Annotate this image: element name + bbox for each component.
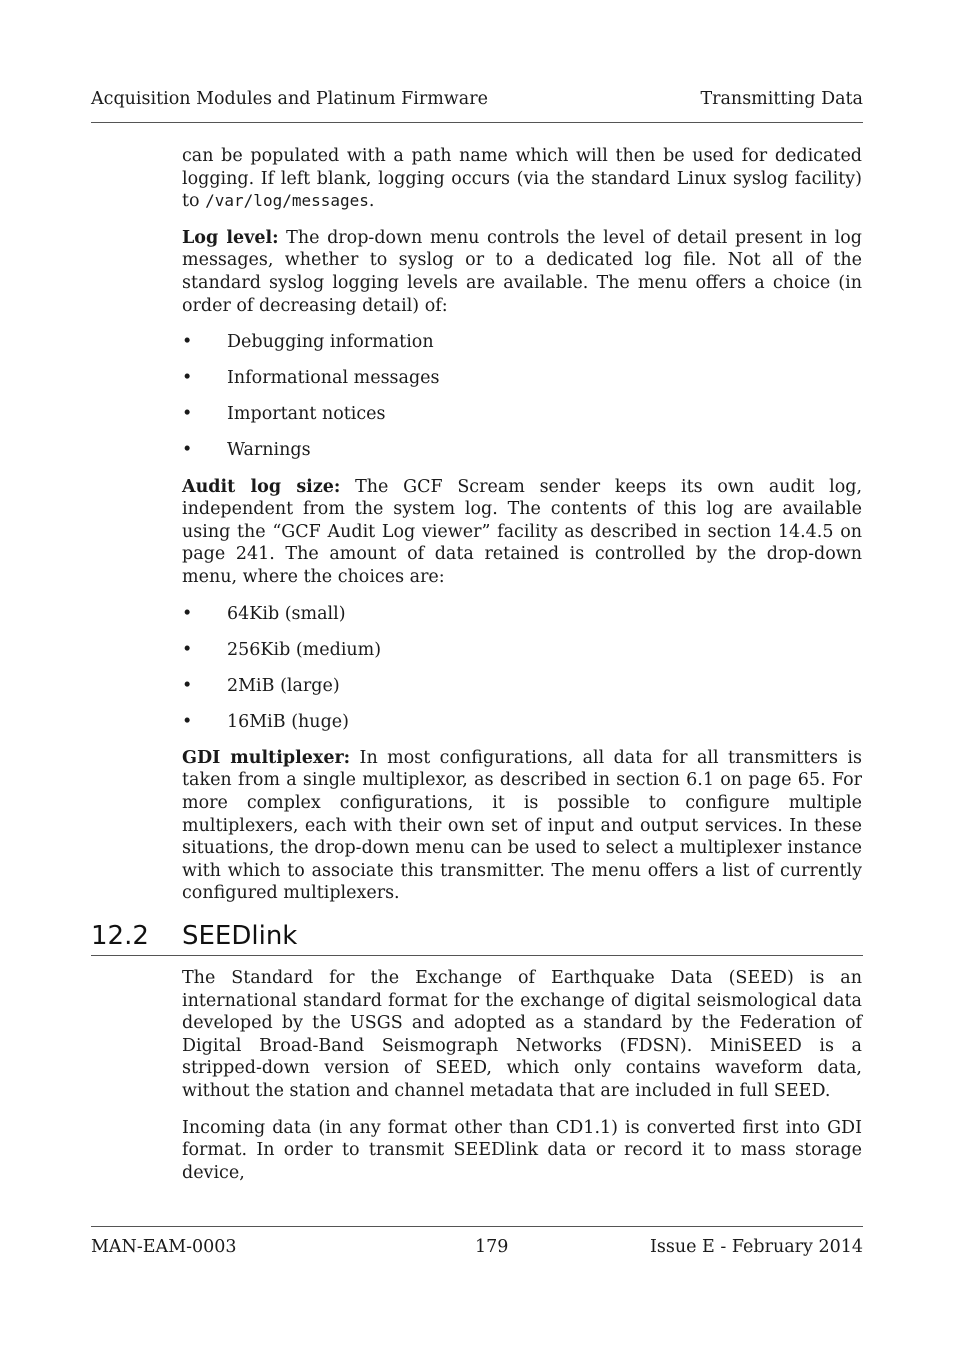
issue-date: Issue E - February 2014 [649, 1237, 863, 1257]
section-title [91, 920, 863, 952]
bullet-icon: • [182, 368, 193, 389]
page-header [91, 89, 863, 109]
section-heading [91, 920, 863, 956]
section-rule [91, 955, 863, 956]
doc-id: MAN-EAM-0003 [91, 1237, 237, 1257]
gdi-label: GDI multiplexer: [182, 747, 351, 768]
gdi-format-paragraph: Incoming data (in any format other than CD1.1) is converted first into GDI format. In order to transmit SEEDlink data or record it to mass storage device, [182, 1117, 862, 1183]
footer-rule [91, 1226, 863, 1227]
list-item: • Informational messages [182, 368, 440, 389]
audit-label: Audit log size: [182, 476, 341, 497]
audit-paragraph: Audit log size: The GCF Scream sender keeps its own audit log, independent from the system log. The contents of this log are available using the “GCF Audit Log viewer” facility as described in section 14.4.5 on page 241. The amount of data retained is controlled by the drop-down menu, where the choices are: [182, 476, 863, 587]
log-level-label: Log level: [182, 227, 279, 248]
header-section: Transmitting Data [700, 89, 863, 109]
header-title: Acquisition Modules and Platinum Firmware [91, 89, 488, 109]
bullet-icon: • [182, 603, 193, 624]
audit-size-list [182, 603, 862, 734]
bullet-icon: • [182, 675, 193, 696]
list-item: • 256Kib (medium) [182, 639, 382, 660]
log-level-list [182, 331, 862, 462]
list-item: • 16MiB (huge) [182, 711, 349, 732]
header-rule [91, 122, 863, 123]
gdi-paragraph: GDI multiplexer: In most configurations, all data for all transmitters is taken from a single multiplexor, as described in section 6.1 on page 65. For more complex configurations, it is possible to configure multiple multiplexers, each with their own set of input and output services. In these situations, the drop-down menu can be used to select a multiplexer instance with which to associate this transmitter. The menu offers a list of currently configured multiplexers. [182, 747, 862, 904]
main-body [182, 145, 862, 919]
intro-paragraph: can be populated with a path name which will then be used for dedicated logging. If left blank, logging occurs (via the standard Linux syslog facility) to /var/log/messages. [182, 146, 862, 212]
bullet-icon: • [182, 332, 193, 353]
list-item: • Warnings [182, 440, 311, 461]
bullet-icon: • [182, 440, 193, 461]
log-level-paragraph: Log level: The drop-down menu controls the level of detail present in log messages, whether to syslog or to a dedicated log file. Not all of the standard syslog logging levels are available. The menu offers a choice (in order of decreasing detail) of: [182, 227, 862, 316]
list-item: • Debugging information [182, 332, 434, 353]
bullet-icon: • [182, 639, 193, 660]
bullet-icon: • [182, 404, 193, 425]
list-item: • 64Kib (small) [182, 603, 346, 624]
seed-paragraph: The Standard for the Exchange of Earthquake Data (SEED) is an international standard format for the exchange of digital seismological data developed by the USGS and adopted as a standard by the Federation of Digital Broad-Band Seismograph Networks (FDSN). MiniSEED is a stripped-down version of SEED, which only contains waveform data, without the station and channel metadata that are included in full SEED. [182, 968, 862, 1101]
section-number: 12.2 [91, 921, 149, 951]
log-path: /var/log/messages [205, 191, 369, 211]
list-item: • Important notices [182, 404, 386, 425]
bullet-icon: • [182, 711, 193, 732]
page-number: 179 [475, 1237, 509, 1257]
list-item: • 2MiB (large) [182, 675, 340, 696]
section-title-text: SEEDlink [182, 921, 298, 951]
section-body [182, 967, 862, 1198]
